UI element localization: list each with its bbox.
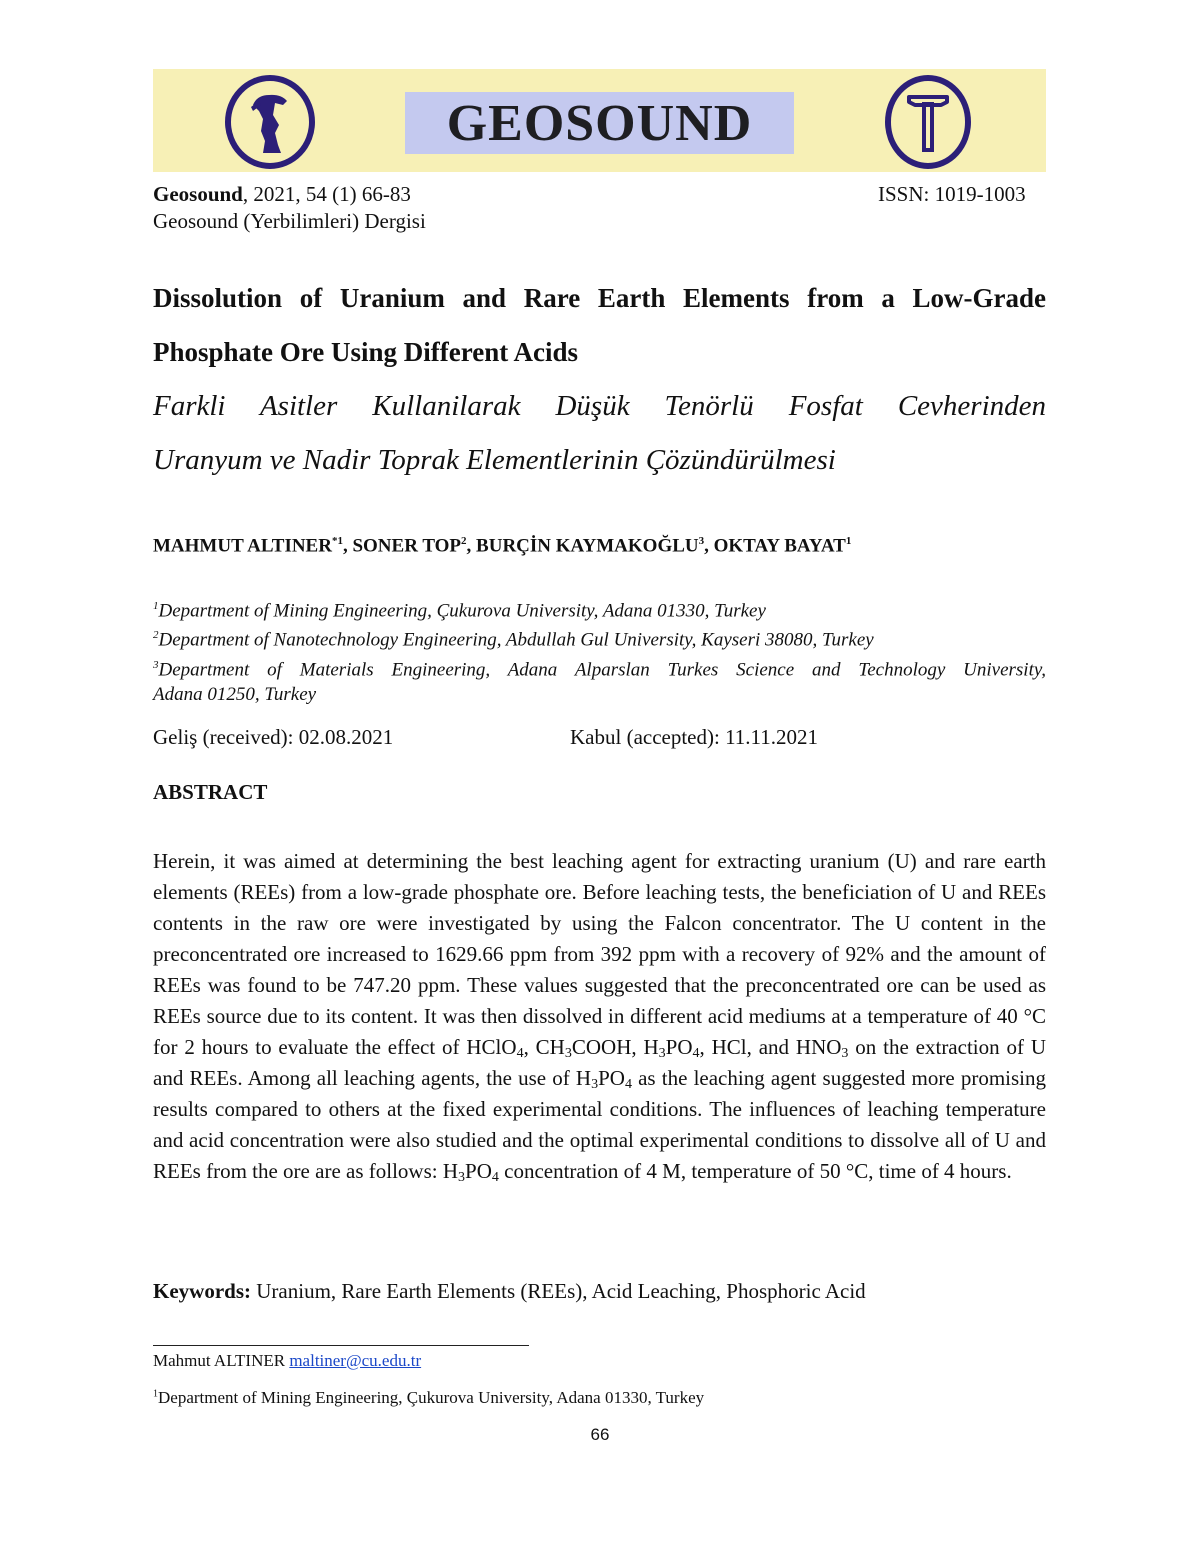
- journal-banner-title: GEOSOUND: [405, 92, 794, 154]
- author-superscript: 2: [461, 535, 467, 547]
- citation-line: [153, 181, 411, 207]
- journal-subtitle: Geosound (Yerbilimleri) Dergisi: [153, 209, 426, 233]
- footnote-divider: [153, 1345, 529, 1346]
- keywords-label: Keywords:: [153, 1279, 251, 1303]
- affiliation-2: $^2$Department of Nanotechnology Engineering, Abdullah Gul University, Kayseri 38080, Turkey: [153, 629, 874, 651]
- author-list: MAHMUT ALTINER$^{*1}$, SONER TOP$^2$, BURÇİN KAYMAKOĞLU$^3$, OKTAY BAYAT$^1$: [153, 535, 852, 557]
- affiliation-1: $^1$Department of Mining Engineering, Çukurova University, Adana 01330, Turkey: [153, 600, 766, 622]
- issn: ISSN: 1019-1003: [878, 182, 1026, 206]
- affiliations: [153, 594, 1046, 707]
- journal-banner: [153, 69, 1046, 172]
- paper-title: Dissolution of Uranium and Rare Earth Elements from a Low-Grade Phosphate Ore Using Different Acids: [153, 283, 1046, 367]
- author-name: MAHMUT ALTINER: [153, 535, 332, 557]
- affiliation-footnote: $^1$Department of Mining Engineering, Çukurova University, Adana 01330, Turkey: [153, 1388, 705, 1407]
- affiliation-3: $^3$Department of Materials Engineering, Adana Alparslan Turkes Science and Technology University,: [153, 658, 1046, 680]
- author-name: OKTAY BAYAT: [713, 535, 846, 557]
- abstract-body: Herein, it was aimed at determining the best leaching agent for extracting uranium (U) and rare earth elements (REEs) from a low-grade phosphate ore. Before leaching tests, the beneficiation of U and REEs contents in the raw ore were investigated by using the Falcon concentrator. The U content in the preconcentrated ore increased to 1629.66 ppm from 392 ppm with a recovery of 92% and the amount of REEs was found to be 747.20 ppm. These values suggested that the preconcentrated ore can be used as REEs source due to its content. It was then dissolved in different acid mediums at a temperature of 40 °C for 2 hours to evaluate the effect of HClO$_4$, $CH_3COOH$, $H_3PO_4$, HCl, and $HNO_3$ on the extraction of U and REEs. Among all leaching agents, the use of $H_3PO_4$ as the leaching agent suggested more promising results compared to others at the fixed experimental conditions. The influences of leaching temperature and acid concentration were also studied and the optimal experimental conditions to dissolve all of U and REEs from the ore are as follows: $H_3PO_4$ concentration of 4 M, temperature of 50 °C, time of 4 hours.: [153, 849, 1047, 1185]
- geologist-logo-icon: [223, 75, 317, 169]
- author-superscript: 1: [845, 535, 852, 547]
- keywords-text: Uranium, Rare Earth Elements (REEs), Acid Leaching, Phosphoric Acid: [251, 1279, 866, 1303]
- corresponding-author-footnote: Mahmut ALTINER maltiner@cu.edu.tr: [153, 1351, 422, 1370]
- author-superscript: *1: [331, 535, 343, 547]
- affiliation-3-continued: Adana 01250, Turkey: [153, 683, 317, 705]
- author-superscript: 3: [698, 535, 705, 547]
- abstract-heading: ABSTRACT: [153, 780, 268, 804]
- paper-title-turkish-line-1: Farkli Asitler Kullanilarak Düşük Tenörlü Fosfat Cevherinden: [153, 390, 1046, 422]
- author-email-link[interactable]: maltiner@cu.edu.tr: [289, 1351, 422, 1370]
- citation-journal: Geosound: [153, 182, 243, 206]
- page-number: 66: [590, 1425, 610, 1444]
- keywords: [153, 1279, 866, 1304]
- accepted-date: Kabul (accepted): 11.11.2021: [570, 725, 819, 749]
- author-name: SONER TOP: [352, 535, 462, 557]
- rock-hammer-logo-icon: [881, 75, 975, 169]
- received-date: Geliş (received): 02.08.2021: [153, 725, 394, 749]
- paper-title-turkish: [153, 379, 1046, 487]
- citation-details: , 2021, 54 (1) 66-83: [242, 182, 411, 206]
- paper-title-turkish-line-2: Uranyum ve Nadir Toprak Elementlerinin Çözündürülmesi: [153, 444, 836, 476]
- author-name: BURÇİN KAYMAKOĞLU: [476, 535, 699, 557]
